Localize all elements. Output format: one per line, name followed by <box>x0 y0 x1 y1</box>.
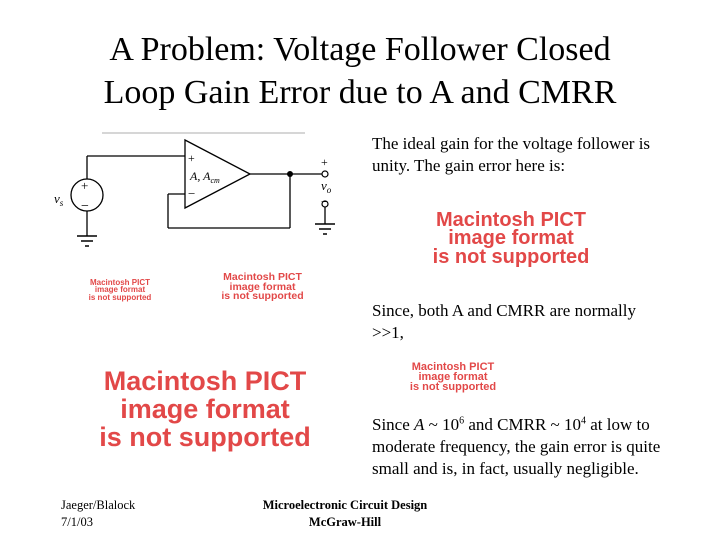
pict-placeholder-large: Macintosh PICT image format is not supported <box>99 366 311 452</box>
paragraph-since-both: Since, both A and CMRR are normally >>1, <box>372 301 636 342</box>
footer-publisher: McGraw-Hill <box>308 515 382 529</box>
source-minus: − <box>81 199 89 214</box>
footer-author: Jaeger/Blalock <box>61 498 136 512</box>
pict-placeholder-small-2: Macintosh PICT image format is not supported <box>221 271 304 303</box>
vs-label: $v_s$ <box>54 191 64 208</box>
source-plus: + <box>81 178 89 193</box>
ground-icon <box>77 236 97 246</box>
pict-placeholder-right-1: Macintosh PICT image format is not supported <box>432 209 590 268</box>
output-terminal <box>322 171 328 177</box>
gain-label: A, $A_{cm}$ <box>190 169 220 185</box>
vo-minus: − <box>321 194 329 209</box>
footer-book: Microelectronic Circuit Design <box>262 498 428 512</box>
paragraph-ideal-gain: The ideal gain for the voltage follower is unity. The gain error here is: <box>372 134 651 175</box>
footer-left <box>61 497 135 531</box>
paragraph-negligible: Since A ~ $10^6$ and CMRR ~ $10^4$ at low to moderate frequency, the gain error is quite small and is, in fact, usually negligible. <box>372 415 661 478</box>
vo-plus: + <box>321 155 328 169</box>
slide-title <box>0 28 720 114</box>
title-line-2: Loop Gain Error due to A and CMRR <box>103 74 617 111</box>
pict-placeholder-small-1: Macintosh PICT image format is not supported <box>88 278 152 302</box>
output-ground-icon <box>315 224 335 234</box>
voltage-follower-circuit <box>40 128 340 268</box>
pict-placeholder-right-2: Macintosh PICT image format is not supported <box>409 361 497 394</box>
footer-date: 7/1/03 <box>61 515 93 529</box>
title-line-1: A Problem: Voltage Follower Closed <box>109 31 611 68</box>
footer-center <box>230 497 460 531</box>
opamp-minus: − <box>188 186 196 201</box>
vo-label: $v_o$ <box>321 178 332 195</box>
opamp-plus: + <box>188 151 195 165</box>
